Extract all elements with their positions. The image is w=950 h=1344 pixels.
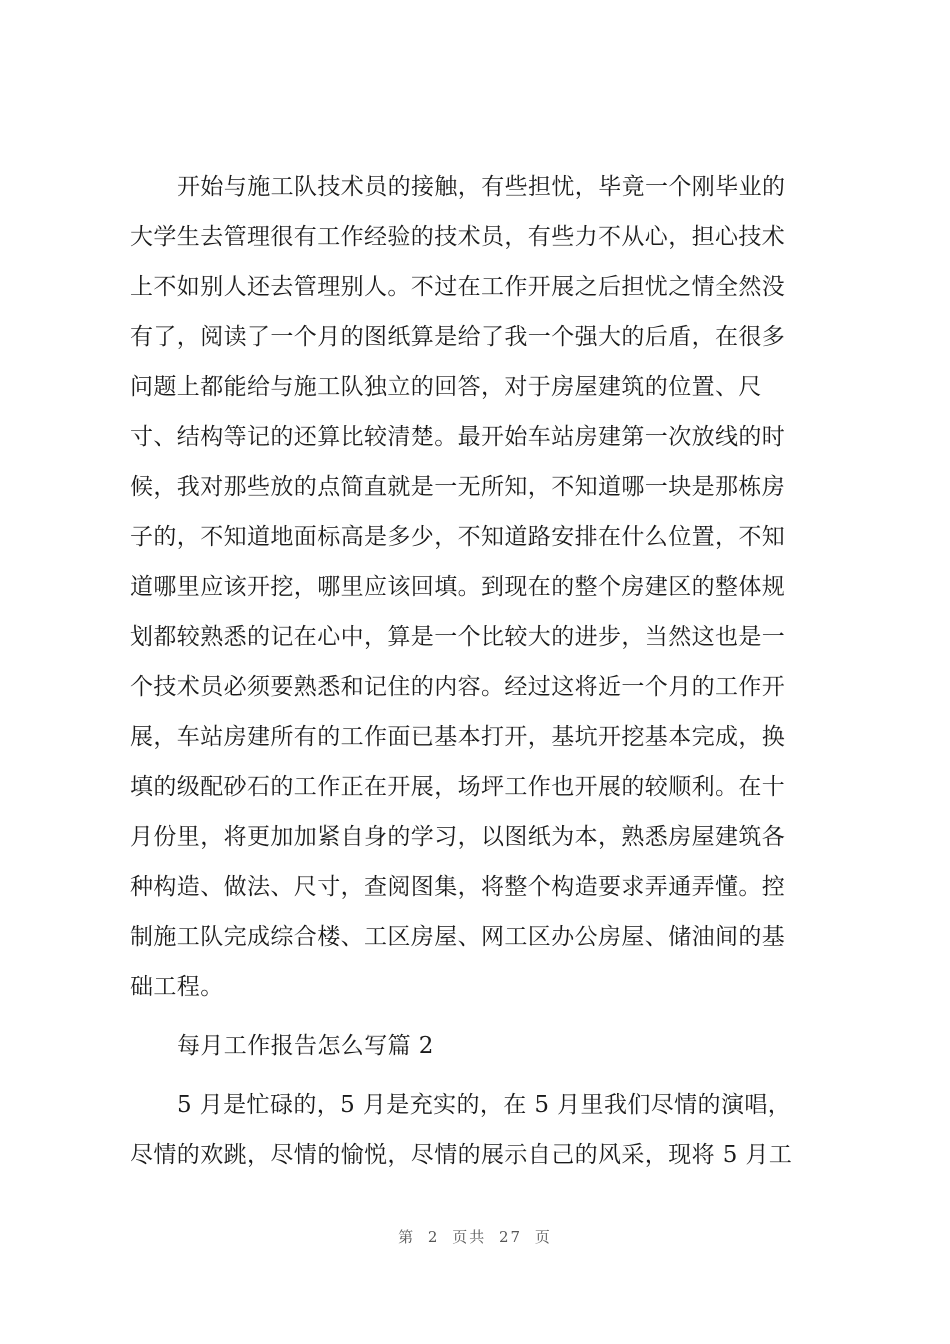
paragraph-line: 础工程。 [130,974,224,1000]
paragraph-line: 候，我对那些放的点简直就是一无所知，不知道哪一块是那栋房 [130,474,786,500]
paragraph-gap [130,1012,842,1021]
page-footer: 第 2 页共 27 页 [398,1228,552,1246]
paragraph-line: 尽情的欢跳，尽情的愉悦，尽情的展示自己的风采，现将 5 月工 [130,1142,793,1168]
paragraph-1 [130,162,842,1012]
paragraph-line: 种构造、做法、尺寸，查阅图集，将整个构造要求弄通弄懂。控 [130,874,786,900]
paragraph-line: 划都较熟悉的记在心中，算是一个比较大的进步，当然这也是一 [130,624,786,650]
paragraph-line: 有了，阅读了一个月的图纸算是给了我一个强大的后盾，在很多 [130,324,786,350]
paragraph-line: 开始与施工队技术员的接触，有些担忧，毕竟一个刚毕业的 [177,174,786,200]
document-body [130,162,842,1180]
paragraph-line: 5 月是忙碌的，5 月是充实的，在 5 月里我们尽情的演唱， [177,1092,792,1118]
section-heading: 每月工作报告怎么写篇 2 [177,1033,434,1059]
paragraph-line: 展，车站房建所有的工作面已基本打开，基坑开挖基本完成，换 [130,724,786,750]
paragraph-line: 子的，不知道地面标高是多少，不知道路安排在什么位置，不知 [130,524,786,550]
paragraph-line: 寸、结构等记的还算比较清楚。最开始车站房建第一次放线的时 [130,424,786,450]
paragraph-line: 问题上都能给与施工队独立的回答，对于房屋建筑的位置、尺 [130,374,762,400]
paragraph-line: 道哪里应该开挖，哪里应该回填。到现在的整个房建区的整体规 [130,574,786,600]
paragraph-line: 上不如别人还去管理别人。不过在工作开展之后担忧之情全然没 [130,274,786,300]
paragraph-line: 个技术员必须要熟悉和记住的内容。经过这将近一个月的工作开 [130,674,786,700]
paragraph-line: 大学生去管理很有工作经验的技术员，有些力不从心，担心技术 [130,224,786,250]
paragraph-gap [130,1071,842,1080]
paragraph-line: 月份里，将更加加紧自身的学习，以图纸为本，熟悉房屋建筑各 [130,824,786,850]
paragraph-line: 制施工队完成综合楼、工区房屋、网工区办公房屋、储油间的基 [130,924,786,950]
paragraph-line: 填的级配砂石的工作正在开展，场坪工作也开展的较顺利。在十 [130,774,786,800]
paragraph-2 [130,1080,842,1180]
